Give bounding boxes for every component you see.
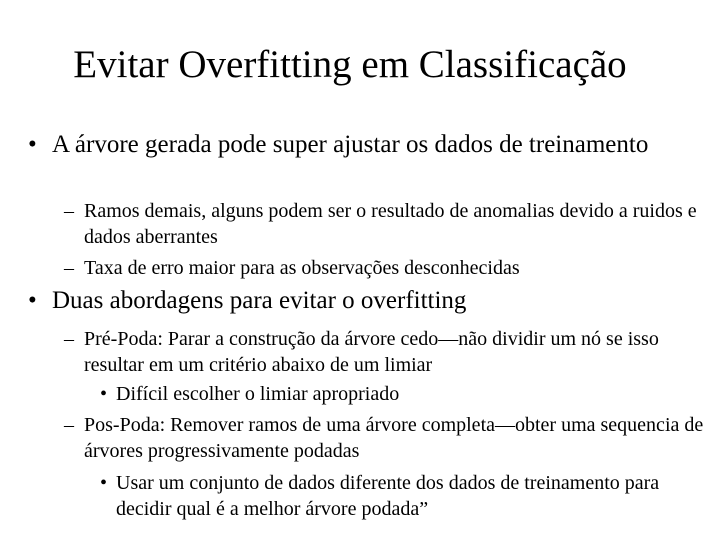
bullet-item-level3 xyxy=(100,381,716,407)
bullet-text: Difícil escolher o limiar apropriado xyxy=(116,383,400,405)
bullet-text: Pré-Poda: Parar a construção da árvore cedo—não dividir um nó se isso resultar em um critério abaixo de um limiar xyxy=(84,328,659,376)
dash-marker: – xyxy=(64,414,74,436)
bullet-text: Usar um conjunto de dados diferente dos dados de treinamento para decidir qual é a melhor árvore podada” xyxy=(116,472,660,520)
bullet-item-level3 xyxy=(100,470,716,522)
bullet-item-level2 xyxy=(64,326,714,378)
slide-title: Evitar Overfitting em Classificação xyxy=(73,43,627,86)
dash-marker: – xyxy=(64,257,74,279)
bullet-item-level1 xyxy=(28,130,672,159)
bullet-marker: • xyxy=(100,383,108,405)
bullet-marker: • xyxy=(100,472,108,494)
dash-marker: – xyxy=(64,200,74,222)
bullet-text: Ramos demais, alguns podem ser o resultado de anomalias devido a ruidos e dados aberrantes xyxy=(84,200,697,248)
dash-marker: – xyxy=(64,328,74,350)
bullet-item-level2 xyxy=(64,412,714,464)
bullet-item-level2 xyxy=(64,198,714,250)
bullet-text: Duas abordagens para evitar o overfitting xyxy=(52,287,467,314)
bullet-text: Taxa de erro maior para as observações desconhecidas xyxy=(84,257,520,279)
bullet-item-level1 xyxy=(28,286,672,315)
bullet-marker: • xyxy=(28,131,37,158)
bullet-marker: • xyxy=(28,287,37,314)
bullet-item-level2 xyxy=(64,255,714,281)
bullet-text: Pos-Poda: Remover ramos de uma árvore completa—obter uma sequencia de árvores progressivamente podadas xyxy=(84,414,704,462)
bullet-text: A árvore gerada pode super ajustar os dados de treinamento xyxy=(52,131,649,158)
